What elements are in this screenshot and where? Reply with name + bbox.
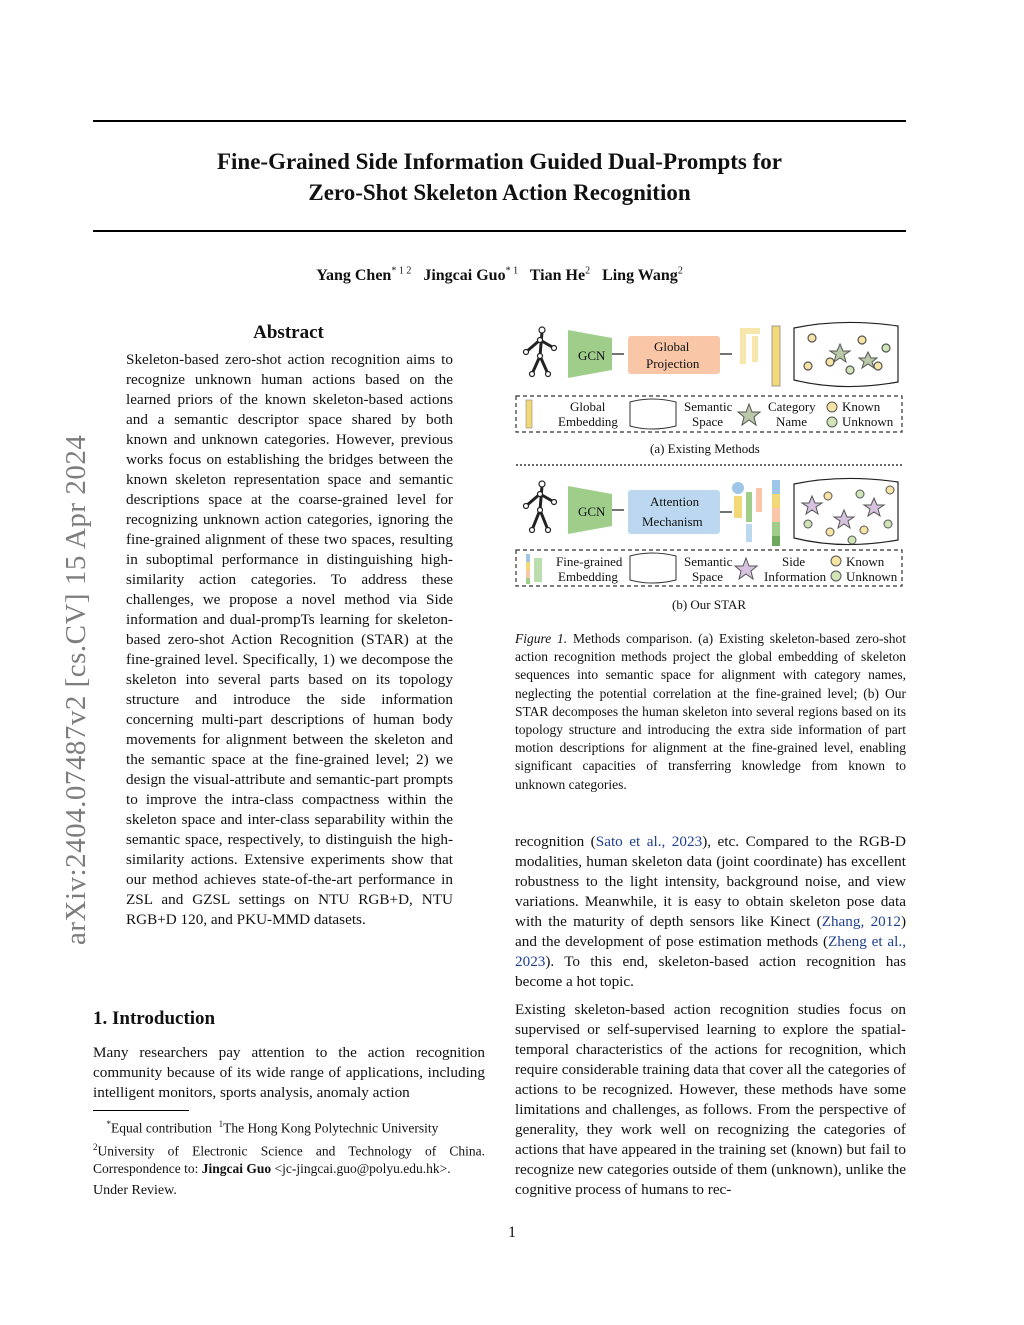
abstract-text: Skeleton-based zero-shot action recognition aims to recognize unknown human actions based on the learned priors of the known skeleton-based actions and a semantic descriptor space shared by both known and unknown categories. However, previous works focus on establishing the bridges between the known skeleton representation space and semantic descriptions space at the coarse-grained level for recognizing unknown action categories, ignoring the fine-grained alignment of these two spaces, resulting in suboptimal performance in distinguishing high-similarity action categories. To address these challenges, we propose a novel method via Side information and dual-prompTs learning for skeleton-based zero-shot Action Recognition (STAR) at the fine-grained level. Specifically, 1) we decompose the skeleton into several parts based on its topology structure and introduce the side information concerning multi-part descriptions of human body movements for alignment between the skeleton and the semantic space at the fine-grained level; 2) we design the visual-attribute and semantic-part prompts to improve the intra-class compactness within the skeleton space and inter-class separability within the semantic space, respectively, to distinguish the high-similarity actions. Extensive experiments show that our method achieves state-of-the-art performance in ZSL and GZSL settings on NTU RGB+D, NTU RGB+D 120, and PKU-MMD datasets.: [126, 351, 453, 928]
citation-link[interactable]: Sato et al., 2023: [595, 833, 703, 850]
figure-caption: [515, 630, 906, 794]
legend-known-a: Known: [842, 399, 881, 414]
figure-methods-comparison: [512, 318, 906, 618]
title-line-1: Fine-Grained Side Information Guided Dual-Prompts for: [216, 149, 782, 174]
legend-fine-grained-1: Fine-grained: [556, 554, 623, 569]
author: Jingcai Guo$^{* 1}$: [423, 266, 519, 285]
title-bottom-rule: [93, 230, 906, 232]
author-list: [93, 266, 906, 285]
subcaption-b: (b) Our STAR: [672, 597, 747, 612]
title-line-2: Zero-Shot Skeleton Action Recognition: [308, 180, 691, 205]
legend-semantic-space-2: Space: [692, 414, 724, 429]
legend-side-1: Side: [782, 554, 806, 569]
legend-side-2: Information: [764, 569, 827, 584]
legend-known-b: Known: [846, 554, 885, 569]
gcn-label: GCN: [578, 348, 606, 363]
introduction-text: Many researchers pay attention to the action recognition community because of its wide range of applications, including intelligent monitors, sports analysis, anomaly action: [93, 1044, 485, 1101]
legend-fine-grained-2: Embedding: [558, 569, 618, 584]
caption-text: Methods comparison. (a) Existing skeleton-based zero-shot action recognition methods project the global embedding of skeleton sequences into semantic space for alignment with category names, neglecting the potential correlation at the fine-grained level; (b) Our STAR decomposes the human skeleton into several regions based on its topology structure and introducing the extra side information of part motion descriptions for alignment at the fine-grained level, enabling significant capacities of transferring knowledge from known to unknown categories.: [515, 631, 906, 792]
unknown-icon-b: [831, 571, 841, 581]
known-icon: [827, 402, 837, 412]
legend-unknown-b: Unknown: [846, 569, 898, 584]
attention-label-2: Mechanism: [642, 514, 703, 529]
legend-global-embedding-2: Embedding: [558, 414, 618, 429]
footnote-rule: [93, 1110, 189, 1111]
legend-global-embedding-1: Global: [570, 399, 606, 414]
legend-semantic-space-b-1: Semantic: [684, 554, 733, 569]
known-icon-b: [831, 556, 841, 566]
citation-link[interactable]: Zhang, 2012: [821, 913, 901, 930]
attention-label-1: Attention: [650, 494, 700, 509]
author: Tian He$^2$: [529, 266, 591, 285]
citation-link[interactable]: Zheng et al., 2023: [515, 933, 906, 970]
paragraph: recognition (Sato et al., 2023), etc. Compared to the RGB-D modalities, human skeleton data (joint coordinate) has excellent robustness to the light intensity, background noise, and view variations. Meanwhile, it is easy to obtain skeleton pose data with the maturity of depth sensors like Kinect (Zhang, 2012) and the development of pose estimation methods (Zheng et al., 2023). To this end, skeleton-based action recognition has become a hot topic.: [515, 833, 907, 990]
author: Ling Wang$^2$: [602, 266, 683, 285]
unknown-icon: [827, 417, 837, 427]
legend-category-2: Name: [776, 414, 808, 429]
page-number: 1: [508, 1224, 516, 1241]
arxiv-id: arXiv:2404.07487v2 [cs.CV] 15 Apr 2024: [60, 434, 92, 945]
side-information-icon: [735, 558, 757, 579]
subcaption-a: (a) Existing Methods: [650, 441, 760, 456]
caption-label: Figure 1.: [515, 631, 568, 646]
title-top-rule: [93, 120, 906, 122]
global-embedding-bar: [772, 326, 780, 386]
body-parts-icon: [732, 482, 762, 542]
semantic-space-a: [794, 322, 898, 386]
global-projection-label-1: Global: [654, 339, 690, 354]
global-projection-label-2: Projection: [646, 356, 700, 371]
author: Yang Chen$^{* 1 2}$: [316, 266, 412, 285]
introduction-heading: 1. Introduction: [93, 1008, 216, 1029]
legend-unknown-a: Unknown: [842, 414, 894, 429]
right-column-body: [515, 832, 906, 1208]
abstract-heading: Abstract: [253, 322, 324, 343]
under-review-note: Under Review.: [93, 1183, 177, 1198]
paragraph: Existing skeleton-based action recognition studies focus on supervised or self-supervised learning to explore the spatial-temporal characteristics of the actions for recognition, which require considerable training data that cover all the categories of actions to be recognized. However, these methods have some limitations and challenges, as follows. From the perspective of generality, they work well on recognizing the categories of actions that have appeared in the training set (known) but fail to recognize new categories outside of them (unknown), unlike the cognitive process of humans to rec-: [515, 1001, 906, 1198]
category-figure-icon: [740, 328, 760, 364]
star-icon: [738, 404, 760, 425]
legend-semantic-space-b-2: Space: [692, 569, 724, 584]
fine-grained-embedding-bar: [772, 480, 780, 546]
legend-category-1: Category: [768, 399, 816, 414]
footnote: *Equal contribution $^1$The Hong Kong Polytechnic University $^2$University of Electronic Science and Technology of China. Correspondence to: Jingcai Guo <jc-jingcai.guo@polyu.edu.hk>.: [93, 1119, 485, 1176]
gcn-label-b: GCN: [578, 504, 606, 519]
paper-title: [93, 146, 906, 208]
arxiv-stamp: [28, 355, 92, 945]
legend-semantic-space-1: Semantic: [684, 399, 733, 414]
